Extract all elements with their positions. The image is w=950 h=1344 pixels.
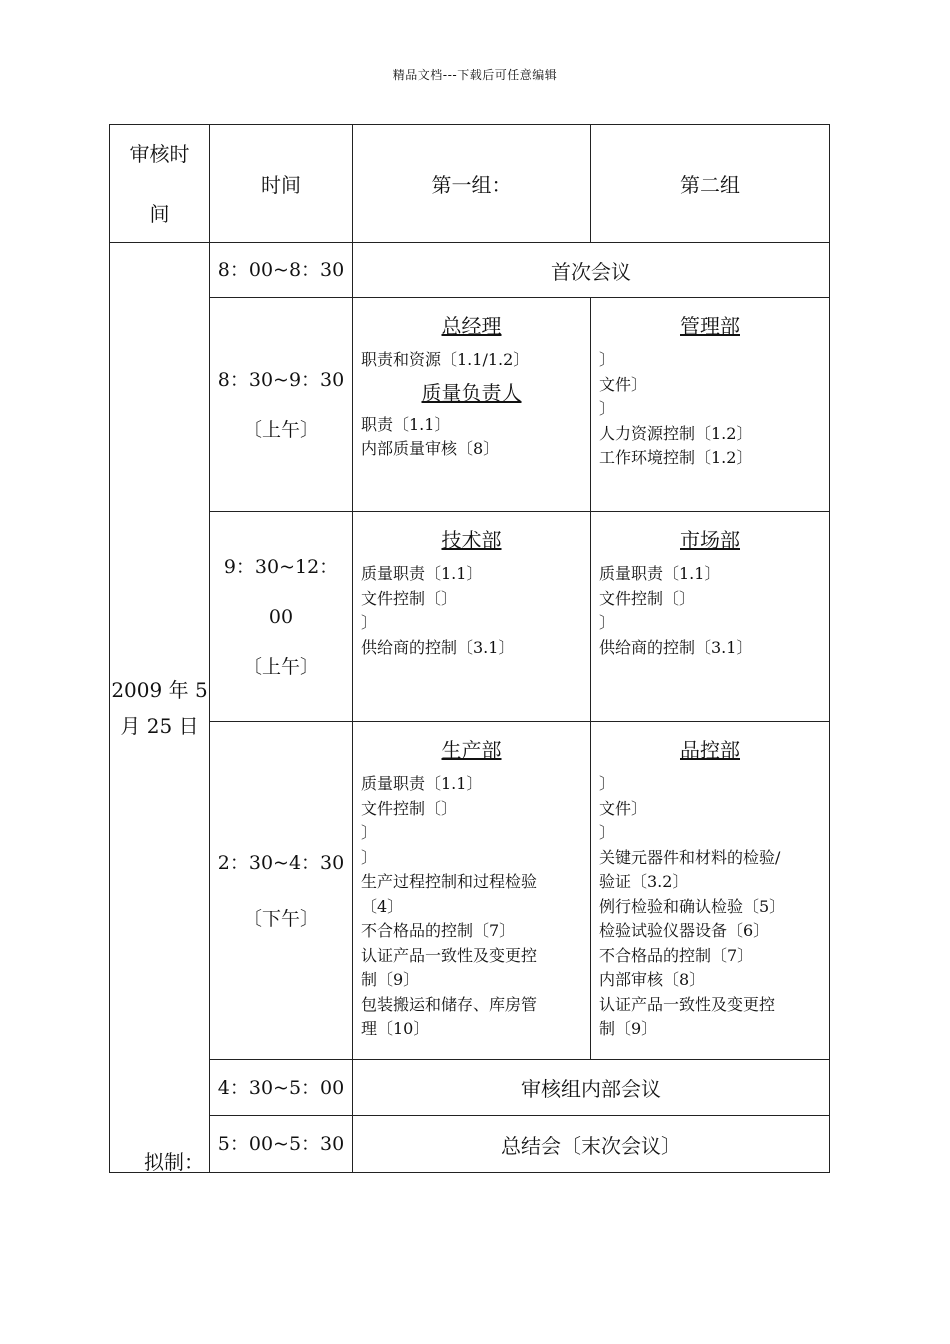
dept-title: 生产部 bbox=[441, 738, 502, 762]
audit-item: 〕 bbox=[599, 774, 616, 793]
time-period: 〔下午〕 bbox=[242, 907, 319, 930]
dept-title: 总经理 bbox=[441, 314, 502, 338]
group1-cell bbox=[353, 512, 591, 722]
time-period: 〔上午〕 bbox=[242, 418, 319, 441]
group2-cell bbox=[591, 512, 830, 722]
time-slot: 8：00~8：30 bbox=[210, 243, 353, 298]
audit-item: 〕 bbox=[361, 847, 378, 867]
audit-date-cell bbox=[110, 243, 210, 1173]
audit-item: 包装搬运和储存、库房管 bbox=[361, 994, 538, 1014]
closing-meeting: 总结会〔末次会议〕 bbox=[353, 1116, 830, 1173]
audit-item: 〕 bbox=[361, 823, 378, 842]
audit-item: 内部审核〔8〕 bbox=[599, 970, 706, 989]
audit-item: 文件控制〔〕 bbox=[361, 798, 458, 818]
table-row bbox=[110, 722, 830, 1060]
audit-item: 不合格品的控制〔7〕 bbox=[361, 921, 516, 940]
group2-cell bbox=[591, 298, 830, 512]
audit-item: 生产过程控制和过程检验 bbox=[361, 872, 538, 891]
header-audit-time-line1: 审核时 bbox=[129, 141, 190, 166]
time-range: 9：30~12： bbox=[223, 555, 339, 578]
audit-item: 例行检验和确认检验〔5〕 bbox=[599, 896, 786, 916]
audit-date-line1: 2009 年 5 bbox=[111, 677, 208, 702]
audit-item: 〕 bbox=[361, 613, 378, 632]
time-slot bbox=[210, 512, 353, 722]
prepared-by-label: 拟制： bbox=[144, 1150, 204, 1174]
table-row bbox=[110, 1060, 830, 1116]
audit-item: 〕 bbox=[599, 823, 616, 842]
time-slot bbox=[210, 298, 353, 512]
audit-item: 〕 bbox=[599, 350, 616, 369]
group2-cell bbox=[591, 722, 830, 1060]
audit-item: 认证产品一致性及变更控 bbox=[599, 994, 776, 1014]
header-audit-time bbox=[110, 125, 210, 243]
audit-item: 人力资源控制〔1.2〕 bbox=[599, 423, 753, 443]
header-group1: 第一组： bbox=[353, 125, 591, 243]
header-group2: 第二组 bbox=[591, 125, 830, 243]
time-range: 8：30~9：30 bbox=[217, 368, 345, 391]
audit-date-line2: 月 25 日 bbox=[120, 713, 199, 738]
table-row bbox=[110, 243, 830, 298]
time-range: 2：30~4：30 bbox=[217, 851, 345, 874]
audit-item: 文件控制〔〕 bbox=[361, 588, 458, 608]
time-range-end: 00 bbox=[268, 605, 294, 628]
group1-cell bbox=[353, 298, 591, 512]
header-time: 时间 bbox=[210, 125, 353, 243]
audit-item: 供给商的控制〔3.1〕 bbox=[361, 637, 515, 657]
audit-item: 文件〕 bbox=[599, 798, 648, 818]
audit-item: 质量职责〔1.1〕 bbox=[599, 564, 721, 583]
dept-title: 技术部 bbox=[441, 528, 502, 552]
audit-item: 职责和资源〔1.1/1.2〕 bbox=[361, 350, 530, 369]
audit-item: 关键元器件和材料的检验/ bbox=[599, 847, 781, 867]
audit-item: 质量职责〔1.1〕 bbox=[361, 774, 483, 793]
time-slot: 5：00~5：30 bbox=[210, 1116, 353, 1173]
audit-item: 检验试验仪器设备〔6〕 bbox=[599, 921, 770, 940]
audit-item: 供给商的控制〔3.1〕 bbox=[599, 637, 753, 657]
table-header-row bbox=[110, 125, 830, 243]
time-period: 〔上午〕 bbox=[242, 655, 319, 678]
audit-item: 验证〔3.2〕 bbox=[599, 872, 689, 891]
audit-item: 内部质量审核〔8〕 bbox=[361, 439, 500, 458]
audit-item: 文件控制〔〕 bbox=[599, 588, 696, 608]
audit-item: 职责〔1.1〕 bbox=[361, 414, 451, 434]
opening-meeting: 首次会议 bbox=[353, 243, 830, 298]
audit-schedule-table bbox=[109, 124, 830, 1173]
time-slot bbox=[210, 722, 353, 1060]
audit-item: 文件〕 bbox=[599, 374, 648, 394]
audit-item: 制〔9〕 bbox=[361, 970, 420, 989]
dept-title: 管理部 bbox=[680, 314, 740, 338]
audit-item: 制〔9〕 bbox=[599, 1019, 658, 1038]
group1-cell bbox=[353, 722, 591, 1060]
audit-item: 〕 bbox=[599, 613, 616, 632]
table-row bbox=[110, 1116, 830, 1173]
audit-item: 理〔10〕 bbox=[361, 1019, 430, 1038]
dept-title: 质量负责人 bbox=[421, 380, 522, 405]
audit-item: 质量职责〔1.1〕 bbox=[361, 564, 483, 583]
audit-item: 不合格品的控制〔7〕 bbox=[599, 945, 754, 965]
table-row bbox=[110, 512, 830, 722]
dept-title: 品控部 bbox=[680, 738, 740, 762]
audit-item: 工作环境控制〔1.2〕 bbox=[599, 448, 753, 467]
internal-meeting: 审核组内部会议 bbox=[353, 1060, 830, 1116]
table-row bbox=[110, 298, 830, 512]
page-header: 精品文档---下载后可任意编辑 bbox=[392, 68, 558, 82]
header-audit-time-line2: 间 bbox=[149, 201, 170, 226]
time-slot: 4：30~5：00 bbox=[210, 1060, 353, 1116]
audit-item: 〔4〕 bbox=[361, 896, 404, 916]
audit-item: 认证产品一致性及变更控 bbox=[361, 945, 538, 965]
audit-item: 〕 bbox=[599, 399, 616, 418]
dept-title: 市场部 bbox=[680, 528, 740, 552]
